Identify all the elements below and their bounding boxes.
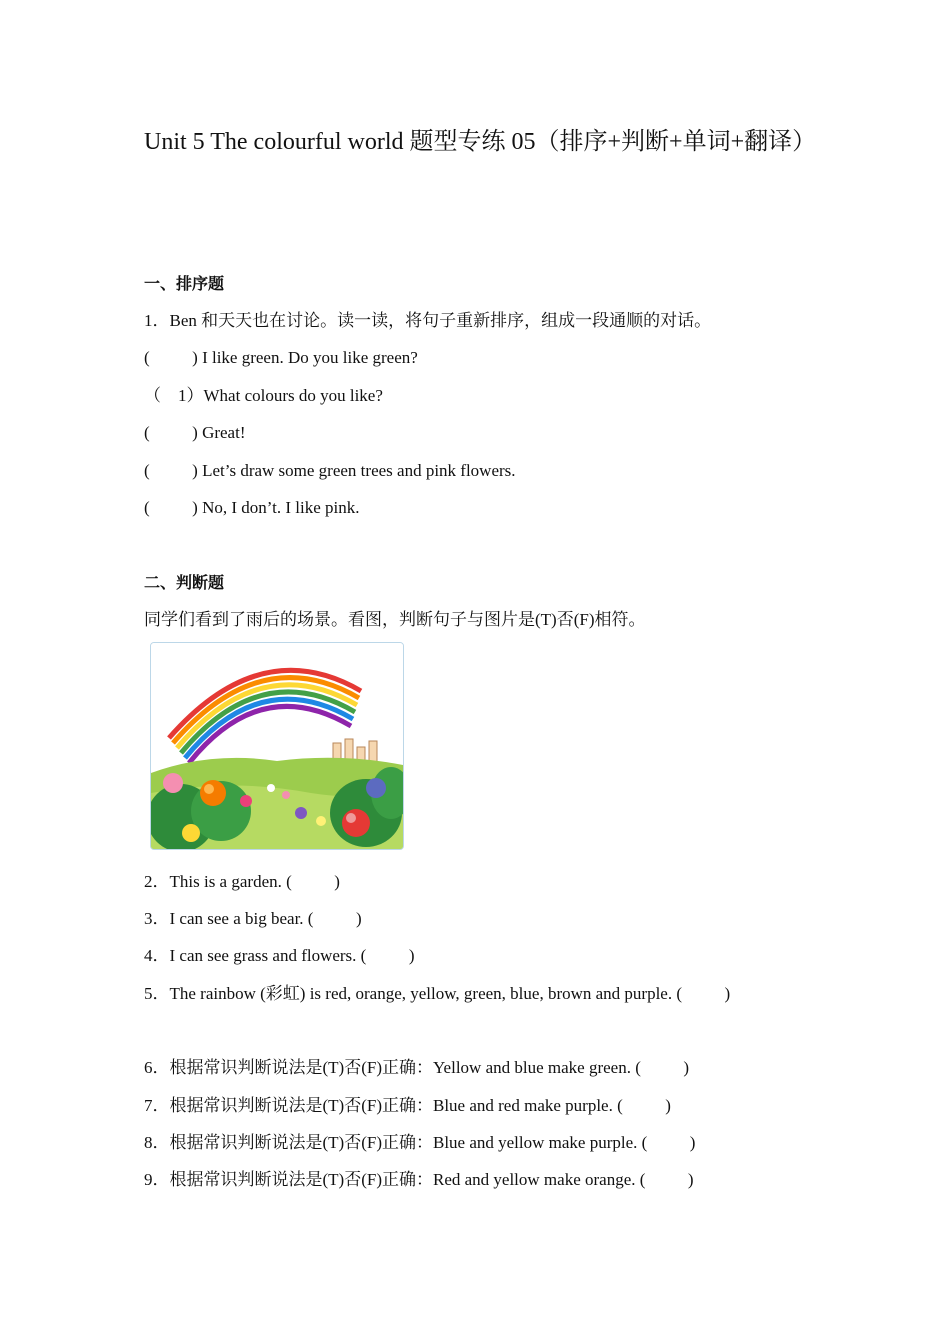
ordering-item: ( ) Great! — [144, 423, 246, 442]
ordering-instruction: 1．Ben 和天天也在讨论。读一读，将句子重新排序，组成一段通顺的对话。 — [144, 311, 712, 330]
judgement-question: 9．根据常识判断说法是(T)否(F)正确：Red and yellow make orange. ( ) — [144, 1170, 694, 1189]
ordering-item: ( ) Let’s draw some green trees and pink flowers. — [144, 461, 516, 480]
ordering-item: ( ) I like green. Do you like green? — [144, 348, 418, 367]
judgement-question: 4．I can see grass and flowers. ( ) — [144, 946, 415, 965]
document-title: Unit 5 The colourful world 题型专练 05（排序+判断+单词+翻译） — [144, 129, 817, 155]
judgement-question: 2．This is a garden. ( ) — [144, 872, 340, 891]
judgement-question: 5．The rainbow (彩虹) is red, orange, yellow, green, blue, brown and purple. ( ) — [144, 984, 731, 1003]
judgement-question: 7．根据常识判断说法是(T)否(F)正确：Blue and red make purple. ( ) — [144, 1096, 671, 1115]
judgement-question: 3．I can see a big bear. ( ) — [144, 909, 362, 928]
judgement-question: 6．根据常识判断说法是(T)否(F)正确：Yellow and blue make green. ( ) — [144, 1058, 690, 1077]
ordering-item: （ 1）What colours do you like? — [144, 386, 383, 405]
judgement-question: 8．根据常识判断说法是(T)否(F)正确：Blue and yellow make purple. ( ) — [144, 1133, 696, 1152]
rainbow-garden-picture — [150, 642, 404, 850]
section-heading-ordering: 一、排序题 — [144, 274, 225, 293]
ordering-item: ( ) No, I don’t. I like pink. — [144, 498, 360, 517]
rainbow-garden-illustration-icon — [151, 643, 403, 849]
judgement-instruction: 同学们看到了雨后的场景。看图，判断句子与图片是(T)否(F)相符。 — [144, 610, 646, 629]
section-heading-judgement: 二、判断题 — [144, 573, 225, 592]
